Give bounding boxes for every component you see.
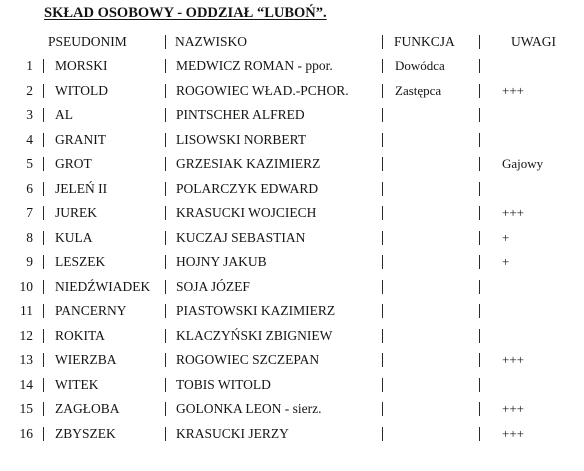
- cell-pseudonim: NIEDŹWIADEK: [55, 278, 151, 294]
- column-separator: [479, 280, 480, 294]
- cell-pseudonim: KULA: [55, 229, 93, 245]
- column-separator: [382, 427, 383, 441]
- column-separator: [479, 378, 480, 392]
- column-separator: [479, 255, 480, 269]
- column-separator: [382, 329, 383, 343]
- column-separator: [165, 206, 166, 220]
- cell-nazwisko: KRASUCKI JERZY: [176, 425, 289, 441]
- cell-nazwisko: PINTSCHER ALFRED: [176, 107, 305, 122]
- column-separator: [479, 35, 480, 49]
- column-separator: [479, 329, 480, 343]
- cell-nazwisko: KRASUCKI WOJCIECH: [176, 205, 317, 220]
- table-row: [0, 251, 584, 273]
- table-row: [0, 80, 584, 102]
- row-number: 3: [26, 107, 33, 122]
- table-row: [0, 202, 584, 224]
- cell-nazwisko: POLARCZYK EDWARD: [176, 180, 319, 196]
- column-separator: [382, 59, 383, 73]
- cell-nazwisko: KUCZAJ SEBASTIAN: [176, 229, 306, 245]
- row-number: 4: [26, 131, 33, 147]
- column-separator: [43, 378, 44, 392]
- table-row: [0, 349, 584, 371]
- cell-nazwisko: PIASTOWSKI KAZIMIERZ: [176, 303, 336, 318]
- cell-uwagi: +: [502, 229, 510, 245]
- cell-pseudonim: AL: [55, 107, 73, 122]
- row-number: 12: [19, 327, 33, 343]
- column-header-uwagi: UWAGI: [511, 34, 556, 49]
- table-header: [0, 31, 584, 53]
- column-separator: [382, 353, 383, 367]
- cell-pseudonim: JUREK: [55, 205, 98, 220]
- column-separator: [43, 108, 44, 122]
- column-separator: [43, 59, 44, 73]
- column-separator: [165, 255, 166, 269]
- cell-nazwisko: KLACZYŃSKI ZBIGNIEW: [176, 327, 333, 343]
- column-header-nazwisko: NAZWISKO: [175, 34, 247, 49]
- row-number: 7: [26, 205, 33, 220]
- column-separator: [382, 133, 383, 147]
- column-separator: [382, 157, 383, 171]
- table-row: [0, 398, 584, 420]
- table-row: [0, 153, 584, 175]
- cell-pseudonim: LESZEK: [55, 254, 106, 269]
- table-row: [0, 423, 584, 445]
- cell-pseudonim: ZAGŁOBA: [55, 401, 120, 416]
- cell-nazwisko: LISOWSKI NORBERT: [176, 131, 307, 147]
- column-separator: [43, 255, 44, 269]
- cell-funkcja: Dowódca: [395, 58, 445, 73]
- row-number: 11: [20, 303, 33, 318]
- column-separator: [382, 231, 383, 245]
- document-title: SKŁAD OSOBOWY - ODDZIAŁ “LUBOŃ”.: [44, 5, 327, 21]
- table-row: [0, 374, 584, 396]
- column-separator: [43, 231, 44, 245]
- row-number: 1: [26, 58, 33, 73]
- row-number: 10: [19, 278, 33, 294]
- cell-uwagi: +++: [502, 352, 524, 367]
- column-separator: [382, 402, 383, 416]
- column-separator: [165, 353, 166, 367]
- cell-uwagi: +++: [502, 82, 524, 98]
- column-separator: [165, 84, 166, 98]
- cell-pseudonim: MORSKI: [55, 58, 108, 73]
- column-separator: [479, 84, 480, 98]
- cell-uwagi: +: [502, 254, 510, 269]
- column-header-funkcja: FUNKCJA: [394, 34, 455, 49]
- column-separator: [43, 206, 44, 220]
- column-separator: [43, 280, 44, 294]
- column-separator: [165, 427, 166, 441]
- cell-pseudonim: PANCERNY: [55, 303, 127, 318]
- column-separator: [165, 108, 166, 122]
- column-separator: [165, 304, 166, 318]
- column-separator: [165, 402, 166, 416]
- cell-pseudonim: ROKITA: [55, 327, 105, 343]
- table-row: [0, 104, 584, 126]
- column-separator: [165, 35, 166, 49]
- table-row: [0, 227, 584, 249]
- column-separator: [43, 84, 44, 98]
- column-separator: [479, 304, 480, 318]
- cell-uwagi: +++: [502, 425, 524, 441]
- row-number: 15: [19, 401, 33, 416]
- column-separator: [382, 182, 383, 196]
- column-separator: [479, 427, 480, 441]
- column-separator: [479, 59, 480, 73]
- column-separator: [165, 133, 166, 147]
- column-separator: [43, 157, 44, 171]
- cell-nazwisko: GRZESIAK KAZIMIERZ: [176, 156, 321, 171]
- cell-nazwisko: SOJA JÓZEF: [176, 278, 250, 294]
- column-separator: [479, 402, 480, 416]
- column-separator: [382, 255, 383, 269]
- table-row: [0, 178, 584, 200]
- cell-pseudonim: GRANIT: [55, 131, 106, 147]
- column-separator: [479, 133, 480, 147]
- row-number: 8: [26, 229, 33, 245]
- column-separator: [382, 304, 383, 318]
- cell-uwagi: Gajowy: [502, 156, 544, 171]
- column-separator: [382, 84, 383, 98]
- cell-uwagi: +++: [502, 205, 524, 220]
- row-number: 9: [26, 254, 33, 269]
- cell-nazwisko: GOLONKA LEON - sierz.: [176, 401, 322, 416]
- column-separator: [479, 353, 480, 367]
- column-separator: [479, 182, 480, 196]
- row-number: 6: [26, 180, 33, 196]
- column-separator: [43, 304, 44, 318]
- column-separator: [165, 182, 166, 196]
- column-separator: [43, 353, 44, 367]
- column-separator: [43, 427, 44, 441]
- column-separator: [165, 280, 166, 294]
- row-number: 5: [26, 156, 33, 171]
- column-separator: [479, 108, 480, 122]
- cell-nazwisko: MEDWICZ ROMAN - ppor.: [176, 58, 333, 73]
- column-separator: [165, 157, 166, 171]
- cell-pseudonim: WIERZBA: [55, 352, 117, 367]
- cell-nazwisko: TOBIS WITOLD: [176, 376, 271, 392]
- column-separator: [43, 182, 44, 196]
- cell-pseudonim: JELEŃ II: [55, 180, 108, 196]
- row-number: 13: [19, 352, 33, 367]
- cell-nazwisko: ROGOWIEC WŁAD.-PCHOR.: [176, 82, 349, 98]
- cell-uwagi: +++: [502, 401, 524, 416]
- row-number: 14: [19, 376, 33, 392]
- column-separator: [165, 329, 166, 343]
- cell-pseudonim: ZBYSZEK: [55, 425, 116, 441]
- table-row: [0, 129, 584, 151]
- table-row: [0, 55, 584, 77]
- column-separator: [382, 378, 383, 392]
- column-separator: [479, 231, 480, 245]
- column-separator: [382, 35, 383, 49]
- column-header-pseudonim: PSEUDONIM: [48, 34, 127, 49]
- cell-pseudonim: WITEK: [55, 376, 99, 392]
- cell-funkcja: Zastępca: [395, 82, 442, 98]
- column-separator: [43, 133, 44, 147]
- table-row: [0, 325, 584, 347]
- cell-nazwisko: ROGOWIEC SZCZEPAN: [176, 352, 320, 367]
- cell-pseudonim: WITOLD: [55, 82, 108, 98]
- row-number: 2: [26, 82, 33, 98]
- column-separator: [43, 329, 44, 343]
- column-separator: [382, 108, 383, 122]
- column-separator: [165, 231, 166, 245]
- column-separator: [382, 280, 383, 294]
- table-row: [0, 300, 584, 322]
- row-number: 16: [19, 425, 33, 441]
- cell-pseudonim: GROT: [55, 156, 92, 171]
- column-separator: [165, 59, 166, 73]
- column-separator: [43, 402, 44, 416]
- column-separator: [165, 378, 166, 392]
- column-separator: [382, 206, 383, 220]
- column-separator: [479, 157, 480, 171]
- column-separator: [479, 206, 480, 220]
- cell-nazwisko: HOJNY JAKUB: [176, 254, 267, 269]
- table-row: [0, 276, 584, 298]
